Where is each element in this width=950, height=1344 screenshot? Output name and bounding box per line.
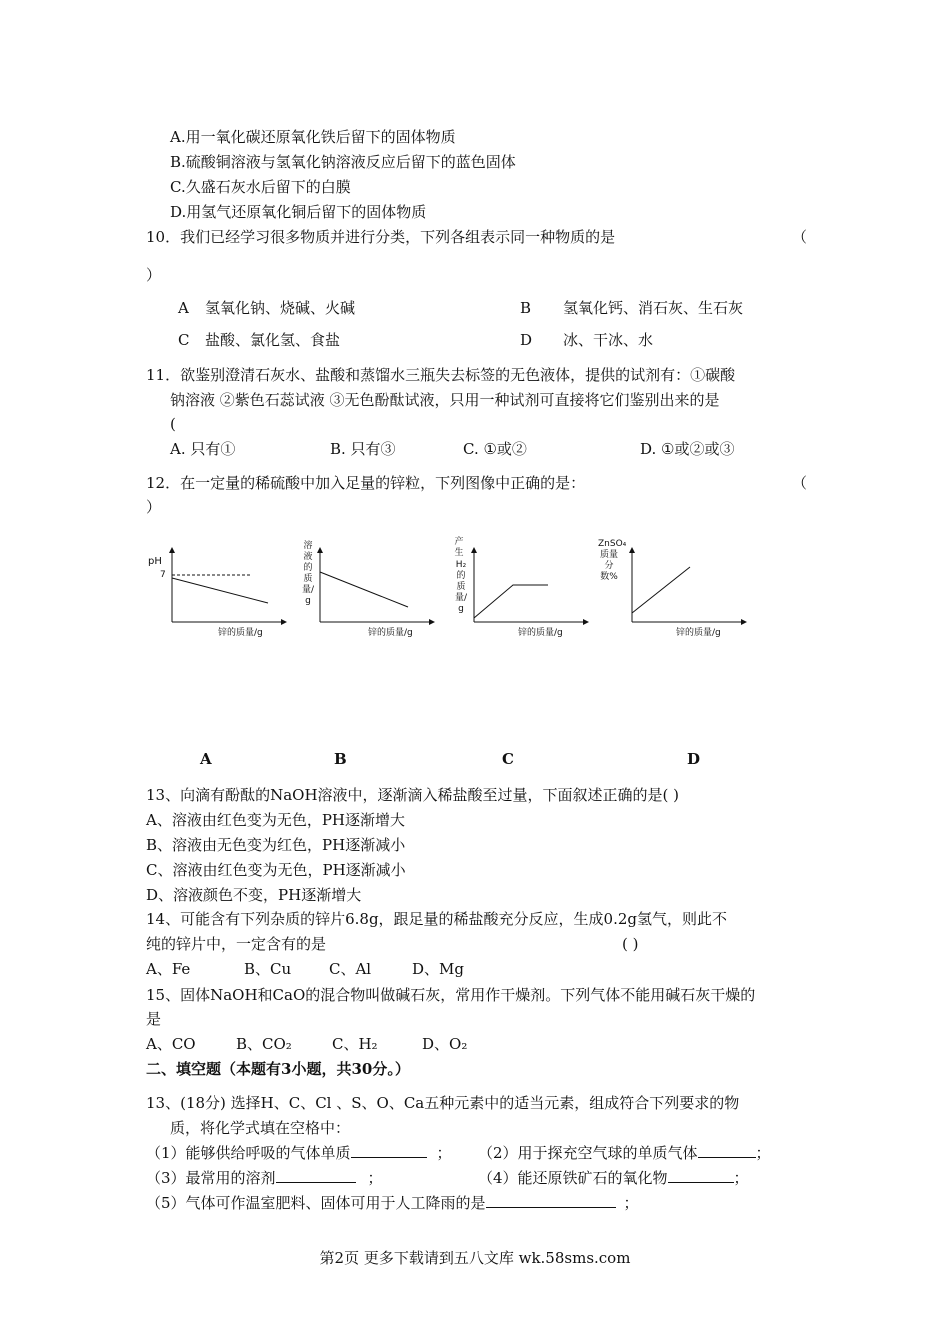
graph-a-line	[172, 578, 268, 603]
fill13-item4-label: （4）能还原铁矿石的氧化物	[478, 1169, 668, 1187]
q12-paren-open: （	[792, 474, 808, 492]
graph-d	[632, 548, 746, 622]
q15-line1: 15、固体NaOH和CaO的混合物叫做碱石灰，常用作干燥剂。下列气体不能用碱石灰干燥的	[146, 986, 756, 1004]
fill13-item4-sep: ；	[733, 1169, 749, 1187]
q11-option-c: C. ①或②	[463, 440, 527, 458]
q10-b-letter: B	[520, 299, 532, 317]
q11-line2: 钠溶液 ②紫色石蕊试液 ③无色酚酞试液，只用一种试剂可直接将它们鉴别出来的是	[170, 391, 720, 409]
graph-b-option: B	[334, 750, 347, 768]
fill13-item3	[146, 1168, 383, 1188]
q9-option-b: B.硫酸铜溶液与氢氧化钠溶液反应后留下的蓝色固体	[170, 153, 516, 171]
q10-b-text: 氢氧化钙、消石灰、生石灰	[563, 299, 744, 317]
q15-option-a: A、CO	[146, 1035, 196, 1053]
q10-stem: 10．我们已经学习很多物质并进行分类，下列各组表示同一种物质的是	[146, 228, 616, 246]
graph-d-xlabel: 锌的质量/g	[676, 628, 721, 638]
graph-c-option: C	[502, 750, 514, 768]
q10-d-text: 冰、干冰、水	[563, 331, 654, 349]
page-footer: 第2页 更多下载请到五八文库 wk.58sms.com	[319, 1249, 631, 1267]
graph-c	[474, 548, 588, 622]
fill13-item1-blank[interactable]	[351, 1143, 427, 1158]
q11-line3: (	[170, 415, 176, 433]
q10-c-text: 盐酸、氯化氢、食盐	[205, 331, 341, 349]
q10-paren-close: ）	[146, 266, 162, 284]
graph-a-xlabel: 锌的质量/g	[218, 628, 263, 638]
q9-option-a: A.用一氧化碳还原氧化铁后留下的固体物质	[170, 128, 456, 146]
fill13-item5-sep: ；	[623, 1194, 639, 1212]
q14-option-a: A、Fe	[146, 960, 191, 978]
q10-paren-open: （	[792, 228, 808, 246]
q12-paren-close: ）	[146, 498, 162, 516]
q10-c-letter: C	[178, 331, 190, 349]
fill13-item5-label: （5）气体可作温室肥料、固体可用于人工降雨的是	[146, 1194, 486, 1212]
q13-option-b: B、溶液由无色变为红色，PH逐渐减小	[146, 836, 406, 854]
graph-a-tick: 7	[160, 570, 166, 580]
q11-option-b: B. 只有③	[330, 440, 396, 458]
graph-d-ylabel: 质量分数%	[600, 550, 619, 582]
fill13-item2-blank[interactable]	[698, 1143, 756, 1158]
q15-line2: 是	[146, 1010, 162, 1028]
q9-option-c: C.久盛石灰水后留下的白膜	[170, 178, 351, 196]
q10-a-letter: A	[178, 299, 189, 317]
fill13-item4	[478, 1168, 749, 1188]
fill13-item4-blank[interactable]	[668, 1168, 734, 1183]
q13-option-d: D、溶液颜色不变，PH逐渐增大	[146, 886, 362, 904]
graph-b	[320, 548, 434, 622]
fill13-item1-label: （1）能够供给呼吸的气体单质	[146, 1144, 351, 1162]
q10-d-letter: D	[520, 331, 533, 349]
q13-option-a: A、溶液由红色变为无色，PH逐渐增大	[146, 811, 406, 829]
graph-c-line	[474, 585, 548, 618]
q9-option-d: D.用氢气还原氧化铜后留下的固体物质	[170, 203, 427, 221]
q14-option-c: C、Al	[329, 960, 372, 978]
q14-line2: 纯的锌片中，一定含有的是	[146, 935, 327, 953]
fill13-line1: 13、(18分) 选择H、C、Cl 、S、O、Ca五种元素中的适当元素，组成符合下列要求的物	[146, 1094, 740, 1112]
fill13-item3-sep: ；	[367, 1169, 383, 1187]
q15-option-c: C、H₂	[332, 1035, 378, 1053]
graph-c-ylabel-top: 产生	[454, 537, 464, 558]
graph-b-ylabel: 溶液的质量/g	[302, 541, 315, 606]
fill13-item2-sep: ；	[755, 1144, 771, 1162]
q15-option-b: B、CO₂	[236, 1035, 292, 1053]
q15-option-d: D、O₂	[422, 1035, 468, 1053]
graph-c-xlabel: 锌的质量/g	[518, 628, 563, 638]
q13-stem: 13、向滴有酚酞的NaOH溶液中，逐渐滴入稀盐酸至过量，下面叙述正确的是( )	[146, 786, 680, 804]
q11-line1: 11．欲鉴别澄清石灰水、盐酸和蒸馏水三瓶失去标签的无色液体，提供的试剂有：①碳酸	[146, 366, 736, 384]
graph-c-ylabel: H₂的质量/g	[455, 560, 468, 614]
graph-d-option: D	[687, 750, 701, 768]
graph-a-option: A	[200, 750, 212, 768]
q12-stem: 12．在一定量的稀硫酸中加入足量的锌粒，下列图像中正确的是：	[146, 474, 586, 492]
q14-line1: 14、可能含有下列杂质的锌片6.8g，跟足量的稀盐酸充分反应，生成0.2g氢气，则此不	[146, 910, 728, 928]
fill13-item3-blank[interactable]	[276, 1168, 356, 1183]
fill13-line2: 质，将化学式填在空格中：	[170, 1119, 351, 1137]
q14-paren: ( )	[622, 935, 639, 953]
graph-a-ylabel: pH	[148, 556, 162, 567]
graph-b-line	[320, 572, 408, 607]
fill13-item5-blank[interactable]	[486, 1193, 616, 1208]
fill13-item2-label: （2）用于探充空气球的单质气体	[478, 1144, 698, 1162]
fill13-item1	[146, 1143, 452, 1163]
q10-a-text: 氢氧化钠、烧碱、火碱	[205, 299, 356, 317]
section-2-heading: 二、填空题（本题有3小题，共30分。）	[146, 1060, 410, 1078]
q14-option-d: D、Mg	[412, 960, 464, 978]
graph-d-ylabel-top: ZnSO₄	[598, 539, 627, 549]
fill13-item3-label: （3）最常用的溶剂	[146, 1169, 276, 1187]
fill13-item1-sep: ；	[436, 1144, 452, 1162]
q11-option-d: D. ①或②或③	[640, 440, 735, 458]
q14-option-b: B、Cu	[244, 960, 292, 978]
q13-option-c: C、溶液由红色变为无色，PH逐渐减小	[146, 861, 406, 879]
fill13-item5	[146, 1193, 639, 1213]
graph-b-xlabel: 锌的质量/g	[368, 628, 413, 638]
graph-d-line	[632, 567, 690, 613]
q11-option-a: A. 只有①	[170, 440, 236, 458]
fill13-item2	[478, 1143, 771, 1163]
graph-a	[172, 548, 286, 622]
